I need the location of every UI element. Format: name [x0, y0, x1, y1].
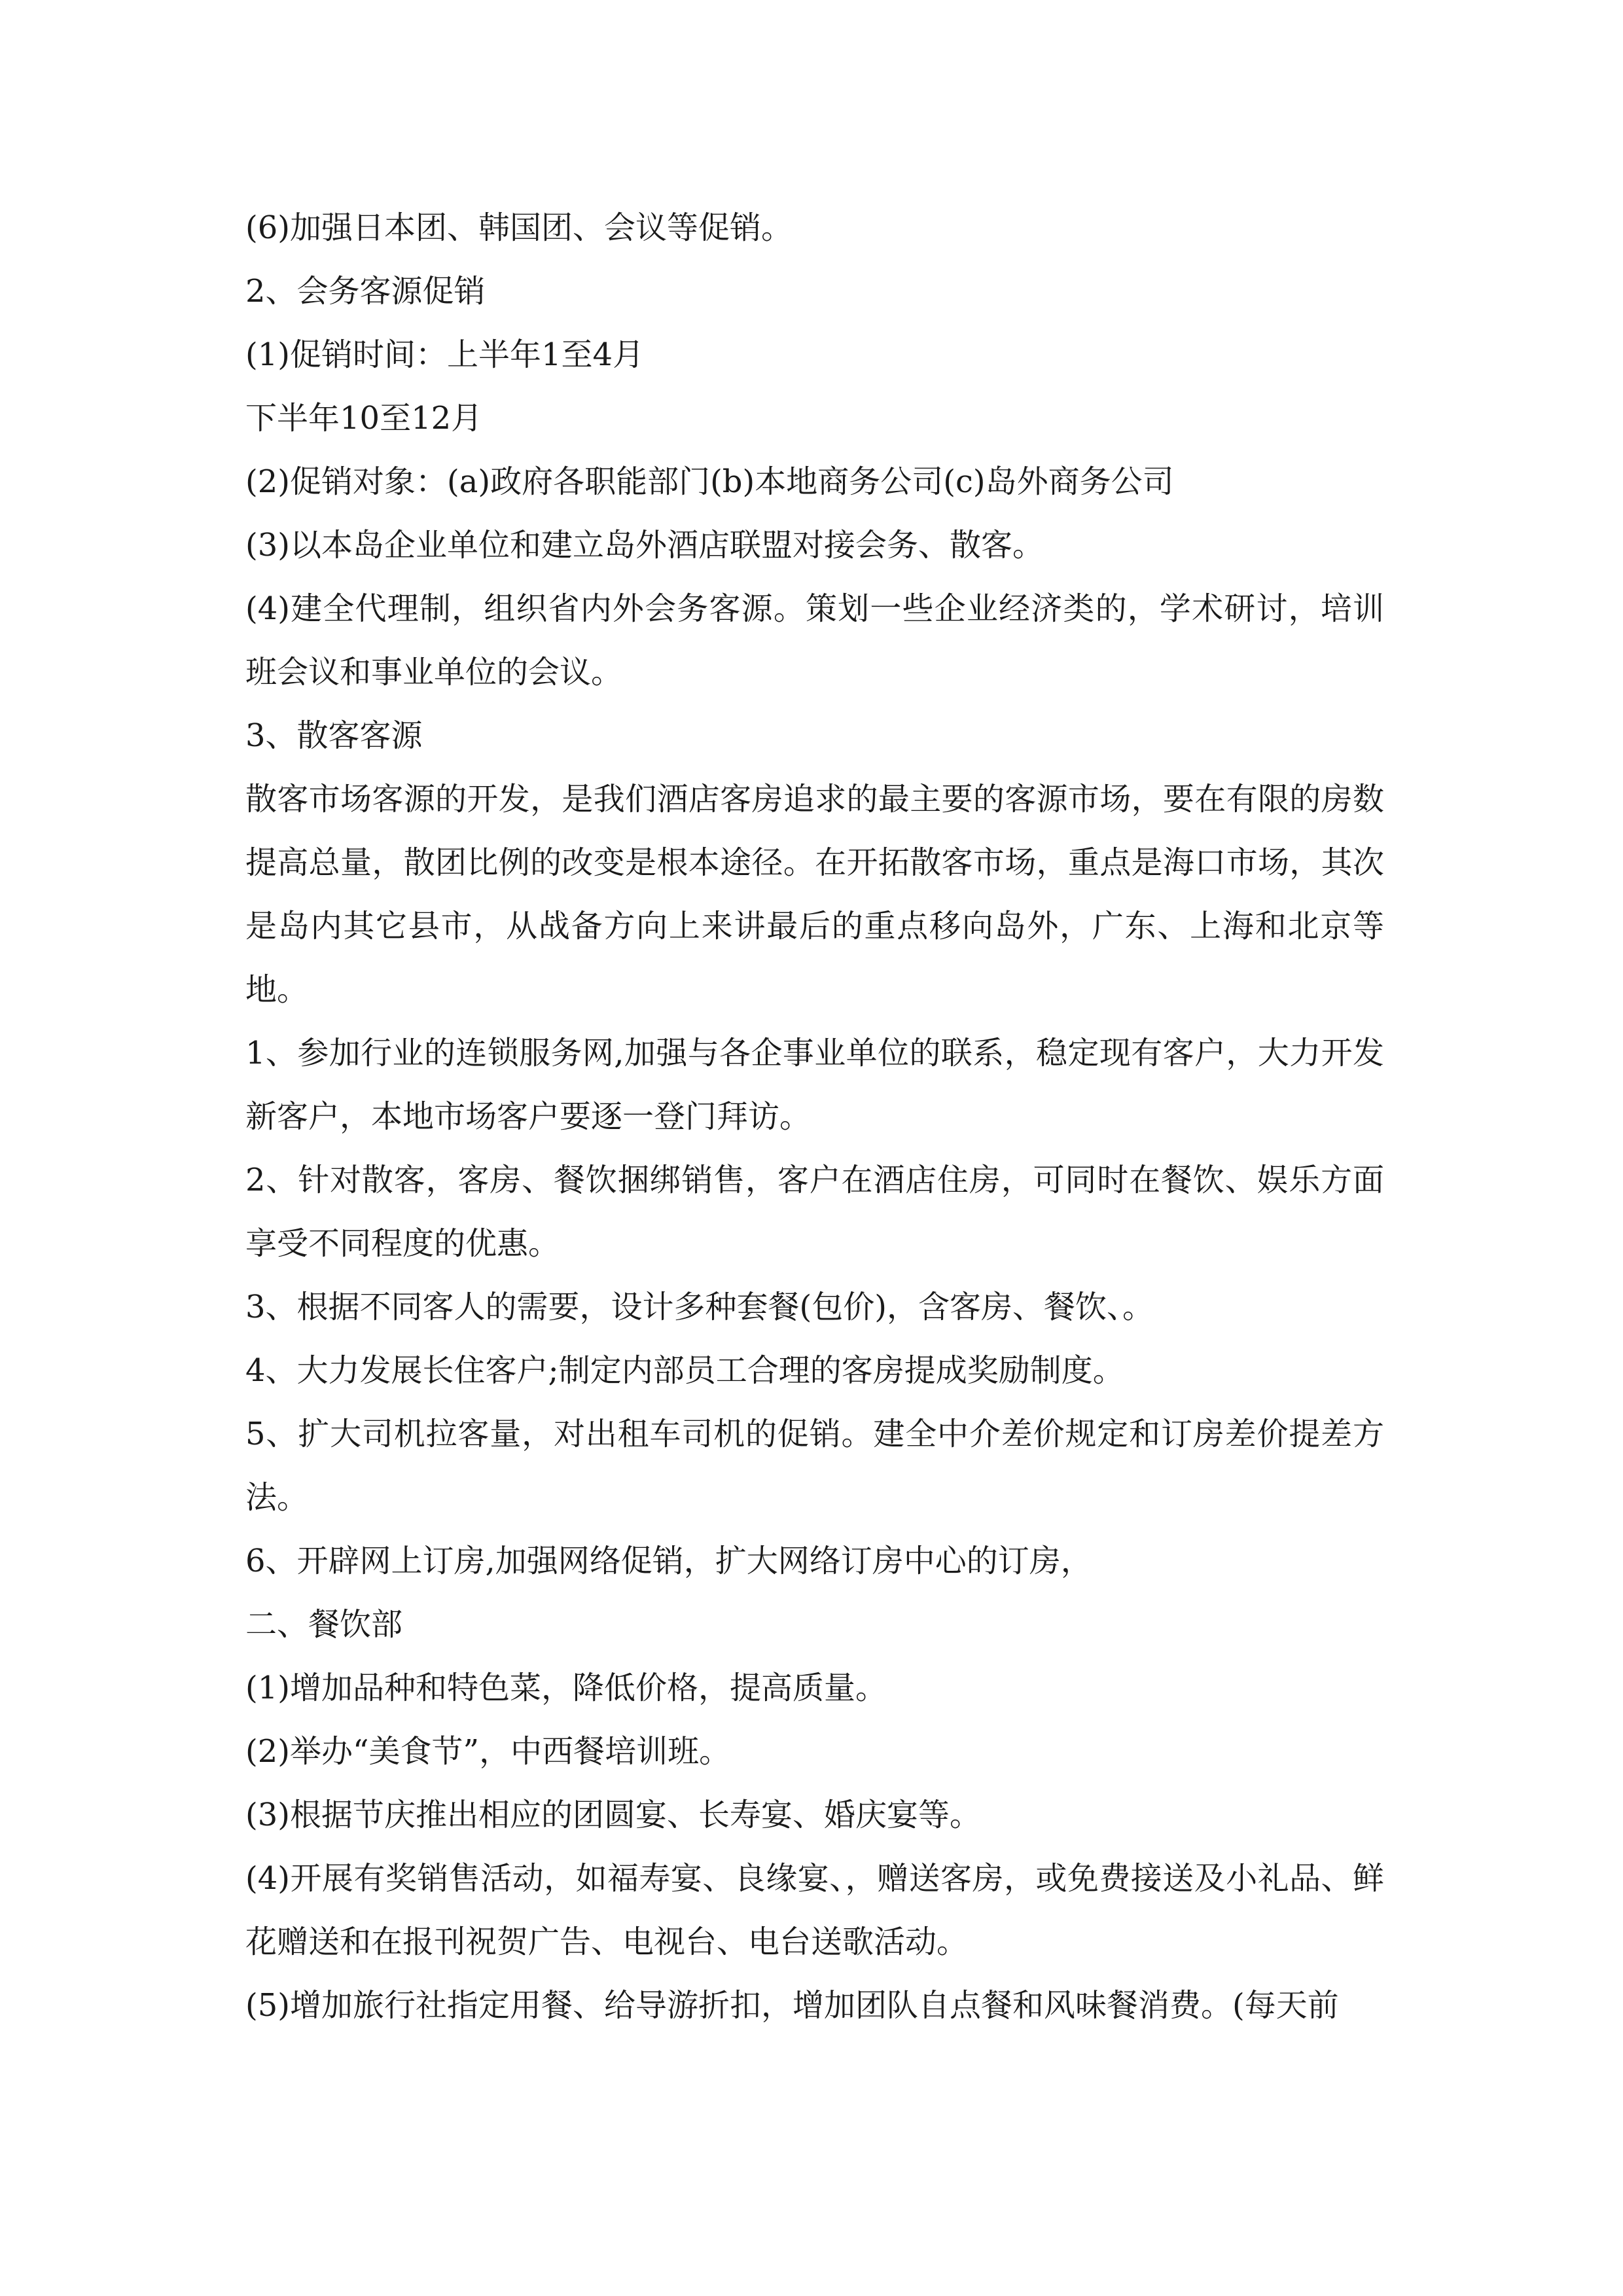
paragraph: 5、扩大司机拉客量，对出租车司机的促销。建全中介差价规定和订房差价提差方法。	[245, 1416, 1384, 1516]
paragraph: 6、开辟网上订房,加强网络促销，扩大网络订房中心的订房，	[245, 1543, 1092, 1579]
paragraph: 2、针对散客，客房、餐饮捆绑销售，客户在酒店住房，可同时在餐饮、娱乐方面享受不同程度的优惠。	[245, 1162, 1384, 1262]
paragraph: (2)举办“美食节”，中西餐培训班。	[245, 1733, 731, 1770]
paragraph: 4、大力发展长住客户;制定内部员工合理的客房提成奖励制度。	[245, 1352, 1124, 1389]
paragraph: (2)促销对象：(a)政府各职能部门(b)本地商务公司(c)岛外商务公司	[245, 463, 1174, 500]
paragraph: (4)建全代理制，组织省内外会务客源。策划一些企业经济类的，学术研讨，培训班会议和事业单位的会议。	[245, 590, 1384, 691]
paragraph: (6)加强日本团、韩国团、会议等促销。	[245, 209, 793, 246]
paragraph: (3)根据节庆推出相应的团圆宴、长寿宴、婚庆宴等。	[245, 1797, 981, 1833]
paragraph: (3)以本岛企业单位和建立岛外酒店联盟对接会务、散客。	[245, 527, 1044, 564]
paragraph: (1)增加品种和特色菜，降低价格，提高质量。	[245, 1670, 887, 1706]
paragraph: 1、参加行业的连锁服务网,加强与各企事业单位的联系，稳定现有客户，大力开发新客户，本地市场客户要逐一登门拜访。	[245, 1035, 1384, 1135]
section-heading: 2、会务客源促销	[245, 273, 486, 310]
paragraph: 散客市场客源的开发，是我们酒店客房追求的最主要的客源市场，要在有限的房数提高总量，散团比例的改变是根本途径。在开拓散客市场，重点是海口市场，其次是岛内其它县市，从战备方向上来讲最后的重点移向岛外，广东、上海和北京等地。	[245, 781, 1384, 1008]
paragraph: 3、根据不同客人的需要，设计多种套餐(包价)，含客房、餐饮、。	[245, 1289, 1154, 1325]
section-heading: 二、餐饮部	[245, 1606, 403, 1643]
document-body	[245, 196, 1384, 2037]
paragraph: (5)增加旅行社指定用餐、给导游折扣，增加团队自点餐和风味餐消费。(每天前	[245, 1987, 1339, 2024]
section-heading: 3、散客客源	[245, 717, 423, 754]
paragraph: 下半年10至12月	[245, 400, 483, 437]
paragraph: (4)开展有奖销售活动，如福寿宴、良缘宴、，赠送客房，或免费接送及小礼品、鲜花赠送和在报刊祝贺广告、电视台、电台送歌活动。	[245, 1860, 1384, 1960]
paragraph: (1)促销时间：上半年1至4月	[245, 336, 645, 373]
